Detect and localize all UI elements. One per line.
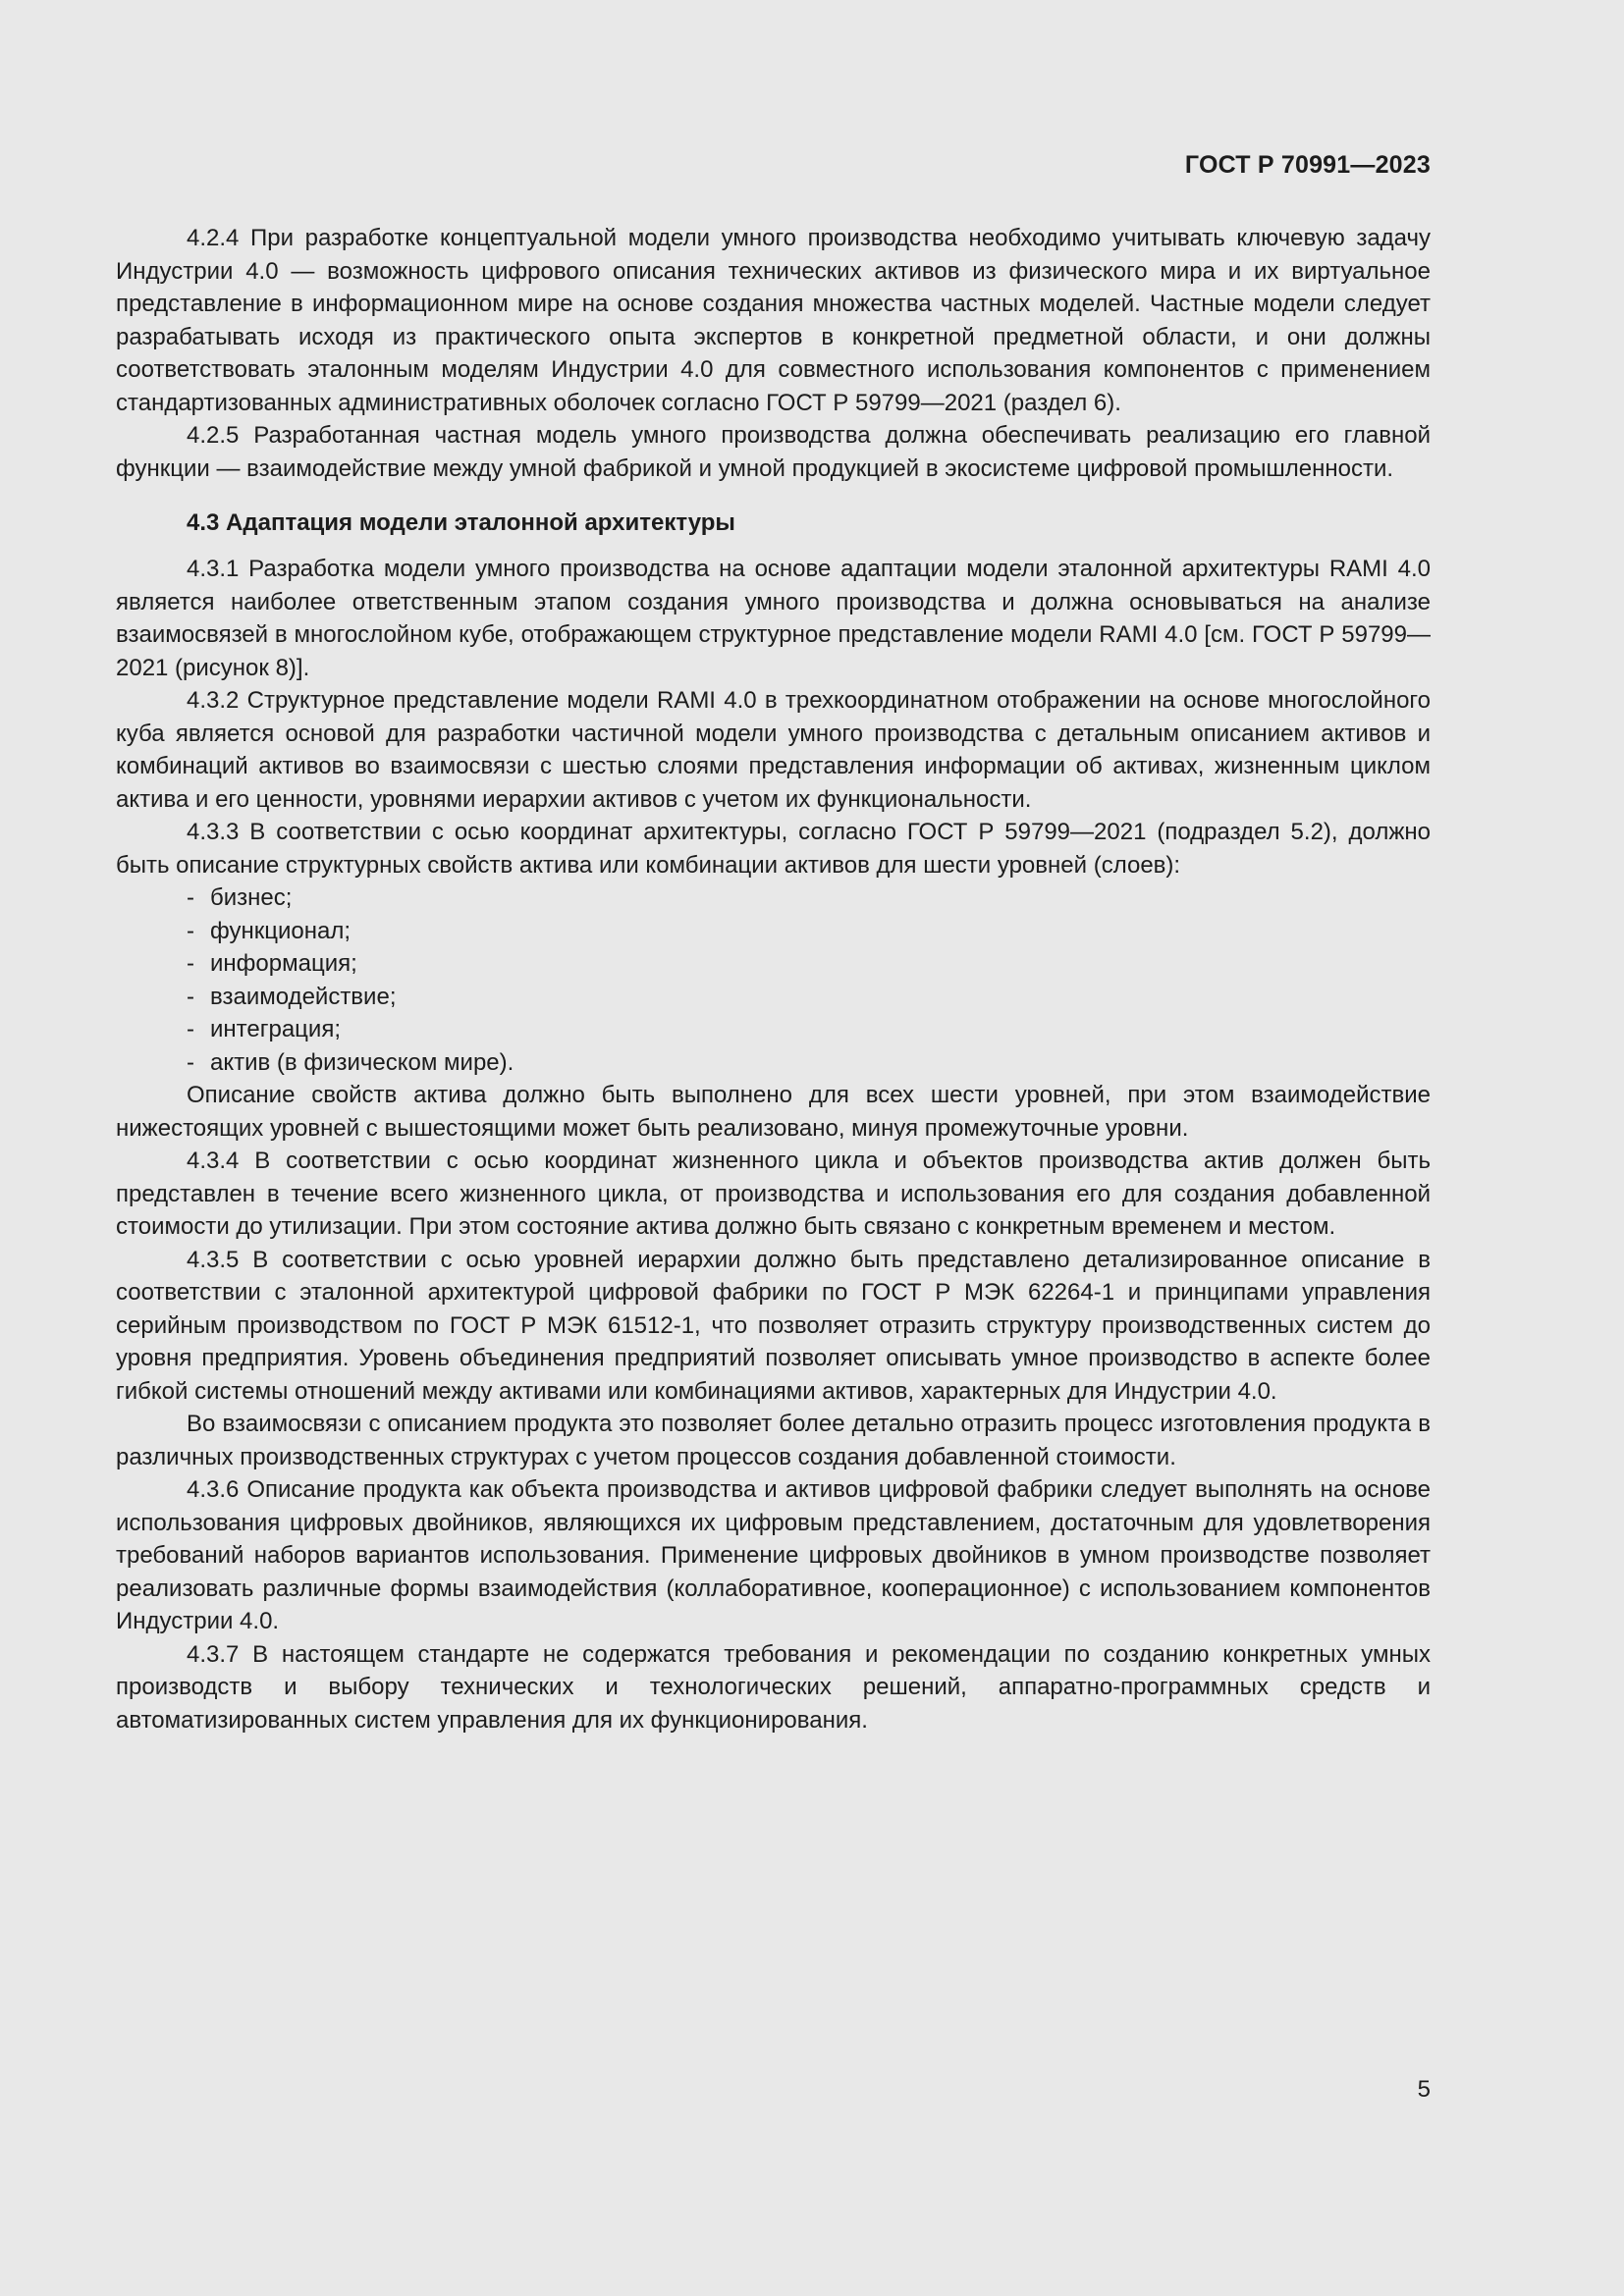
paragraph-4-2-5: 4.2.5 Разработанная частная модель умного производства должна обеспечивать реализацию его главной функции — взаимодействие между умной фабрикой и умной продукцией в экосистеме цифровой промышленности. [116,422,1431,482]
list-item [187,1046,1431,1080]
paragraph-4-3-6: 4.3.6 Описание продукта как объекта производства и активов цифровой фабрики следует выполнять на основе использования цифровых двойников, являющихся их цифровым представлением, достаточным для удовлетворения требований наборов вариантов использования. Применение цифровых двойников в умном производстве позволяет реализовать различные формы взаимодействия (коллаборативное, кооперационное) с использованием компонентов Индустрии 4.0. [116,1476,1431,1634]
paragraph-4-3-1: 4.3.1 Разработка модели умного производства на основе адаптации модели эталонной архитектуры RAMI 4.0 является наиболее ответственным этапом создания умного производства и должна основываться на анализе взаимосвязей в многослойном кубе, отображающем структурное представление модели RAMI 4.0 [см. ГОСТ Р 59799—2021 (рисунок 8)]. [116,556,1431,681]
list-item-text: интеграция; [210,1016,341,1042]
page-number: 5 [1417,2076,1431,2103]
list-item-text: информация; [210,950,357,977]
list-item [187,947,1431,981]
paragraph-4-2-4: 4.2.4 При разработке концептуальной модели умного производства необходимо учитывать ключевую задачу Индустрии 4.0 — возможность цифрового описания технических активов из физического мира и их виртуальное представление в информационном мире на основе создания множества частных моделей. Частные модели следует разрабатывать исходя из практического опыта экспертов в конкретной предметной области, и они должны соответствовать эталонным моделям Индустрии 4.0 для совместного использования компонентов с применением стандартизованных административных оболочек согласно ГОСТ Р 59799—2021 (раздел 6). [116,225,1431,416]
list-dash: - [187,917,194,944]
document-body [116,222,1431,1736]
list-item [187,1013,1431,1046]
paragraph-layers-description: Описание свойств актива должно быть выполнено для всех шести уровней, при этом взаимодействие нижестоящих уровней с вышестоящими может быть реализовано, минуя промежуточные уровни. [116,1082,1431,1142]
list-dash: - [187,950,194,977]
list-dash: - [187,884,194,911]
paragraph-product-relation: Во взаимосвязи с описанием продукта это позволяет более детально отразить процесс изготовления продукта в различных производственных структурах с учетом процессов создания добавленной стоимости. [116,1411,1431,1470]
paragraph-4-3-5: 4.3.5 В соответствии с осью уровней иерархии должно быть представлено детализированное описание в соответствии с эталонной архитектурой цифровой фабрики по ГОСТ Р МЭК 62264-1 и принципами управления серийным производством по ГОСТ Р МЭК 61512-1, что позволяет отразить структуру производственных систем до уровня предприятия. Уровень объединения предприятий позволяет описывать умное производство в аспекте более гибкой системы отношений между активами или комбинациями активов, характерных для Индустрии 4.0. [116,1246,1431,1405]
list-item-text: функционал; [210,917,352,944]
paragraph-4-3-4: 4.3.4 В соответствии с осью координат жизненного цикла и объектов производства актив должен быть представлен в течение всего жизненного цикла, от производства и использования его для создания добавленной стоимости до утилизации. При этом состояние актива должно быть связано с конкретным временем и местом. [116,1148,1431,1240]
list-item [187,881,1431,915]
list-dash: - [187,1016,194,1042]
list-item-text: взаимодействие; [210,983,397,1010]
document-code-header: ГОСТ Р 70991—2023 [1184,151,1431,179]
layers-list [116,881,1431,1079]
list-item [187,915,1431,948]
list-item-text: актив (в физическом мире). [210,1048,514,1076]
section-title-4-3: 4.3 Адаптация модели эталонной архитектуры [187,509,735,536]
paragraph-4-3-7: 4.3.7 В настоящем стандарте не содержатся требования и рекомендации по созданию конкретных умных производств и выбору технических и технологических решений, аппаратно-программных средств и автоматизированных систем управления для их функционирования. [116,1640,1431,1734]
list-dash: - [187,1048,194,1076]
paragraph-4-3-3: 4.3.3 В соответствии с осью координат архитектуры, согласно ГОСТ Р 59799—2021 (подраздел 5.2), должно быть описание структурных свойств актива или комбинации активов для шести уровней (слоев): [116,819,1431,879]
list-item [187,981,1431,1014]
list-dash: - [187,983,194,1010]
paragraph-4-3-2: 4.3.2 Структурное представление модели RAMI 4.0 в трехкоординатном отображении на основе многослойного куба является основой для разработки частичной модели умного производства с детальным описанием активов и комбинаций активов во взаимосвязи с шестью слоями представления информации об активах, жизненным циклом актива и его ценности, уровнями иерархии активов с учетом их функциональности. [116,687,1431,813]
list-item-text: бизнес; [210,884,293,911]
